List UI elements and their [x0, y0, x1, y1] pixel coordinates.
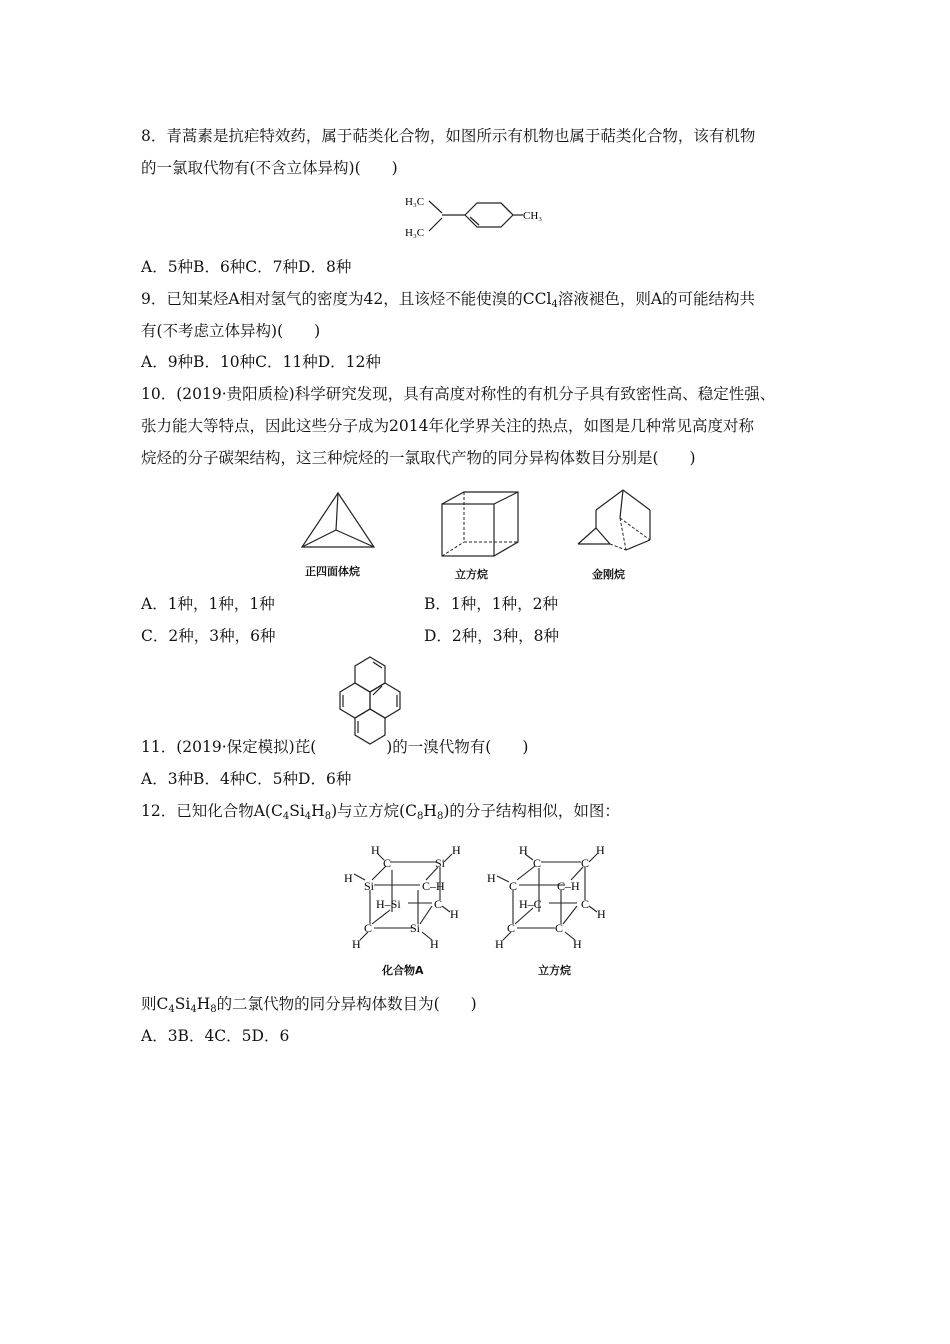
q8-label-h3c-top: H₃C: [405, 196, 425, 208]
cub-h-c-mid: H–C: [519, 897, 542, 911]
caption-tetrahedrane: 正四面体烷: [305, 565, 360, 578]
q12-stem-line1: [141, 801, 620, 821]
caption-adamantane: 金刚烷: [592, 568, 625, 581]
cub-h-top-left: H: [519, 843, 528, 857]
a-h-bottom-left: H: [352, 937, 361, 951]
compound-a-structure: [340, 840, 470, 955]
q9-options: A．9种B．10种C．11种D．12种: [141, 353, 381, 371]
q12-s2c: H: [196, 995, 211, 1013]
q12-s2s3: 8: [210, 1004, 217, 1015]
q8-terpene-structure: [405, 190, 555, 242]
a-c-h-mid: C–H: [422, 879, 445, 893]
q10-option-b: B．1种，1种，2种: [424, 595, 558, 613]
q12-s2b: Si: [174, 995, 191, 1013]
caption-cubane-atoms: 立方烷: [538, 964, 571, 977]
cubane-atoms-structure: [485, 840, 615, 955]
q8-label-ch3: CH₃: [523, 210, 543, 222]
cub-h-top-right: H: [596, 843, 605, 857]
q9-stem-a: 9．已知某烃A相对氢气的密度为42，且该烃不能使溴的CCl: [141, 290, 552, 308]
q8-stem-line2: 的一氯取代物有(不含立体异构)( ): [141, 159, 398, 177]
a-si-top: Si: [435, 856, 446, 870]
a-c-right: C: [434, 897, 443, 911]
q9-stem-sub: 4: [551, 299, 558, 310]
q11-stem-suffix: )的一溴代物有( ): [386, 738, 529, 756]
a-h-right: H: [450, 907, 459, 921]
adamantane-diagram: [576, 488, 654, 552]
a-si-bottom: Si: [410, 921, 421, 935]
cub-c-top-right: C: [581, 856, 590, 870]
cub-h-bottom-right: H: [573, 937, 582, 951]
a-c-bottom-left: C: [364, 921, 373, 935]
q12-s1e: H: [423, 802, 437, 820]
q9-stem-line2: 有(不考虑立体异构)( ): [141, 322, 321, 340]
cub-c-right: C: [581, 897, 590, 911]
cub-c-left: C: [509, 879, 518, 893]
q11-options: A．3种B．4种C．5种D．6种: [141, 770, 352, 788]
a-h-top-left: H: [371, 843, 380, 857]
cub-c-bottom-left: C: [507, 921, 516, 935]
caption-cubane: 立方烷: [455, 568, 488, 581]
q10-stem-line1: 10．(2019·贵阳质检)科学研究发现，具有高度对称性的有机分子具有致密性高、稳定性强、: [141, 385, 776, 403]
a-c-top: C: [383, 856, 392, 870]
q12-s1f: )的分子结构相似，如图：: [443, 802, 620, 820]
q12-s1s2: 4: [304, 811, 312, 822]
q12-s1s4: 8: [417, 811, 424, 822]
q11-stem-prefix: 11．(2019·保定模拟)芘(: [141, 738, 317, 756]
cub-c-h-mid: C–H: [557, 879, 580, 893]
a-h-si-mid: H–Si: [376, 897, 401, 911]
q10-option-a: A．1种，1种，1种: [141, 595, 275, 613]
q12-s1d: )与立方烷(C: [331, 802, 418, 820]
q10-stem-line3: 烷烃的分子碳架结构，这三种烷烃的一氯取代产物的同分异构体数目分别是( ): [141, 449, 696, 467]
q12-s1s3: 8: [324, 811, 332, 822]
q12-s1s1: 4: [282, 811, 290, 822]
q12-s1b: Si: [289, 802, 305, 820]
cub-h-bottom-left: H: [495, 937, 504, 951]
q9-stem-line1: [141, 289, 755, 309]
q8-stem-line1: 8．青蒿素是抗疟特效药，属于萜类化合物，如图所示有机物也属于萜类化合物，该有机物: [141, 127, 756, 145]
q12-s1a: 12．已知化合物A(C: [141, 802, 283, 820]
q12-s2a: 则C: [141, 995, 169, 1013]
q12-s2s1: 4: [168, 1004, 175, 1015]
q12-s2d: 的二氯代物的同分异构体数目为( ): [216, 995, 477, 1013]
pyrene-structure: [330, 655, 410, 747]
tetrahedrane-diagram: [300, 490, 376, 552]
q10-stem-line2: 张力能大等特点，因此这些分子成为2014年化学界关注的热点，如图是几种常见高度对称: [141, 417, 754, 435]
q9-stem-b: 溶液褪色，则A的可能结构共: [557, 290, 756, 308]
cub-h-right: H: [597, 907, 606, 921]
q12-s2s2: 4: [190, 1004, 197, 1015]
cub-c-bottom: C: [555, 921, 564, 935]
q10-option-c: C．2种，3种，6种: [141, 627, 276, 645]
q12-stem-line2: [141, 994, 477, 1014]
q12-s1s5: 8: [436, 811, 444, 822]
q10-option-d: D．2种，3种，8种: [424, 627, 560, 645]
a-h-top-right: H: [452, 843, 461, 857]
q11-stem: [141, 737, 528, 757]
cubane-diagram: [440, 490, 522, 558]
cub-c-top: C: [533, 856, 542, 870]
a-si-left: Si: [364, 879, 375, 893]
cub-h-left: H: [487, 871, 496, 885]
a-h-bottom-right: H: [430, 937, 439, 951]
q12-options: A．3B．4C．5D．6: [141, 1027, 290, 1045]
q12-s1c: H: [311, 802, 325, 820]
q8-options: A．5种B．6种C．7种D．8种: [141, 258, 352, 276]
a-h-left: H: [344, 871, 353, 885]
q8-label-h3c-bottom: H₃C: [405, 227, 425, 239]
caption-compound-a: 化合物A: [382, 964, 424, 977]
